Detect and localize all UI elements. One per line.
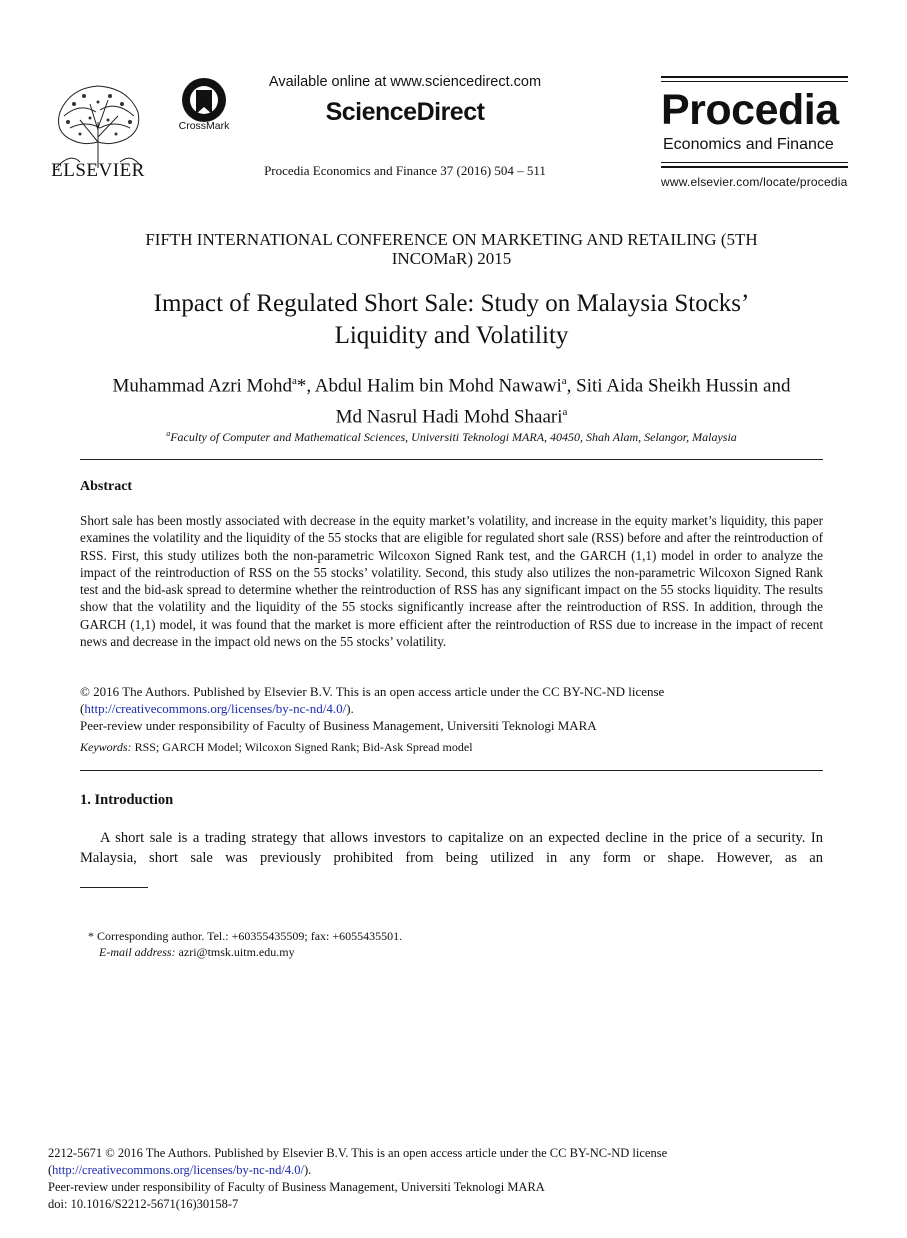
affiliation-mark: a xyxy=(291,375,297,387)
affiliation-text: Faculty of Computer and Mathematical Sciences, Universiti Teknologi MARA, 40450, Shah Alam, Selangor, Malaysia xyxy=(170,430,737,444)
crossmark-label: CrossMark xyxy=(178,120,230,132)
corresponding-mark: *, xyxy=(296,375,315,397)
procedia-rule xyxy=(661,76,848,78)
doi[interactable]: doi: 10.1016/S2212-5671(16)30158-7 xyxy=(48,1197,239,1211)
email-address[interactable]: azri@tmsk.uitm.edu.my xyxy=(175,945,295,959)
title-line-1: Impact of Regulated Short Sale: Study on Malaysia Stocks’ xyxy=(153,290,750,317)
corresponding-author-footnote: * Corresponding author. Tel.: +60355435509; fax: +6055435501. xyxy=(88,929,403,943)
license-link[interactable]: http://creativecommons.org/licenses/by-nc-nd/4.0/ xyxy=(84,701,347,716)
keywords xyxy=(80,740,823,755)
procedia-subtitle: Economics and Finance xyxy=(663,136,834,153)
page-footer xyxy=(48,1145,868,1213)
paren-open: ( xyxy=(48,1163,53,1177)
introduction-heading: 1. Introduction xyxy=(80,792,174,808)
abstract-heading: Abstract xyxy=(80,479,133,494)
author-name: Abdul Halim bin Mohd Nawawi xyxy=(314,375,562,397)
abstract-body: Short sale has been mostly associated with decrease in the equity market’s volatility, and increase in the equity market’s liquidity, this paper examines the volatility and the liquidity of the 55 stocks that are eligible for regulated short sale (RSS) before and after the reintroduction of RSS. First, this study utilizes both the non-parametric Wilcoxon Signed Rank test, and the GARCH (1,1) model in order to analyze the impact of the reintroduction of RSS on the 55 stocks’ volatility. Second, this study also utilizes the non-parametric Wilcoxon Signed Rank test and the bid-ask spread to determine whether the reintroduction of RSS has any significant impact on the 55 stocks liquidity. The results show that the volatility and the liquidity of the 55 stocks significantly increase after the reintroduction of RSS. In addition, through the GARCH (1,1) model, it was found that the market is more efficient after the reintroduction of RSS due to increase in the impact of recent news and decrease in the impact old news on the 55 stocks’ volatility. xyxy=(80,513,823,650)
footer-license-link[interactable]: http://creativecommons.org/licenses/by-nc-nd/4.0/ xyxy=(52,1163,304,1177)
conference-name xyxy=(80,230,823,268)
introduction-body: A short sale is a trading strategy that allows investors to capitalize on an expected decline in the price of a security. In Malaysia, short sale was previously prohibited from being utilized in any form or shape. However, as an xyxy=(80,830,823,866)
copyright-line: © 2016 The Authors. Published by Elsevier B.V. This is an open access article under the CC BY-NC-ND license xyxy=(80,684,665,699)
available-online-text[interactable]: Available online at www.sciencedirect.com xyxy=(268,74,542,90)
email-footnote xyxy=(99,945,295,960)
keywords-label: Keywords: xyxy=(80,740,132,754)
author-name: Muhammad Azri Mohd xyxy=(112,375,292,397)
paper-title xyxy=(80,288,823,352)
peer-review-note: Peer-review under responsibility of Faculty of Business Management, Universiti Teknologi MARA xyxy=(80,718,597,733)
author-name: , Siti Aida Sheikh Hussin and xyxy=(566,375,791,397)
affiliation-mark: a xyxy=(166,429,171,438)
journal-reference: Procedia Economics and Finance 37 (2016) 504 – 511 xyxy=(264,163,546,178)
procedia-rule xyxy=(661,81,848,82)
procedia-rule xyxy=(661,162,848,163)
footnote-rule xyxy=(80,887,148,888)
keywords-list: RSS; GARCH Model; Wilcoxon Signed Rank; Bid-Ask Spread model xyxy=(131,740,473,754)
author-name: Md Nasrul Hadi Mohd Shaari xyxy=(335,406,563,428)
paren-close: ). xyxy=(346,701,354,716)
author-list xyxy=(80,368,823,431)
paren-open: ( xyxy=(80,701,85,716)
conference-line-1: FIFTH INTERNATIONAL CONFERENCE ON MARKETING AND RETAILING (5TH xyxy=(145,230,758,249)
email-label: E-mail address: xyxy=(99,945,176,959)
copyright-notice xyxy=(80,683,823,734)
publisher-wordmark: ELSEVIER xyxy=(51,160,145,181)
footer-peer-review: Peer-review under responsibility of Faculty of Business Management, Universiti Teknologi MARA xyxy=(48,1180,545,1194)
footer-copyright: 2212-5671 © 2016 The Authors. Published by Elsevier B.V. This is an open access article under the CC BY-NC-ND license xyxy=(48,1146,668,1160)
title-line-2: Liquidity and Volatility xyxy=(334,322,569,349)
affiliation xyxy=(80,429,823,445)
section-divider xyxy=(80,459,823,460)
affiliation-mark: a xyxy=(562,406,568,419)
procedia-url-link[interactable]: www.elsevier.com/locate/procedia xyxy=(661,175,848,189)
procedia-rule xyxy=(661,166,848,168)
sciencedirect-logo[interactable]: ScienceDirect xyxy=(325,98,485,126)
procedia-title: Procedia xyxy=(661,86,839,134)
section-divider xyxy=(80,770,823,771)
conference-line-2: INCOMaR) 2015 xyxy=(391,249,512,268)
affiliation-mark: a xyxy=(561,375,567,387)
paren-close: ). xyxy=(303,1163,312,1177)
